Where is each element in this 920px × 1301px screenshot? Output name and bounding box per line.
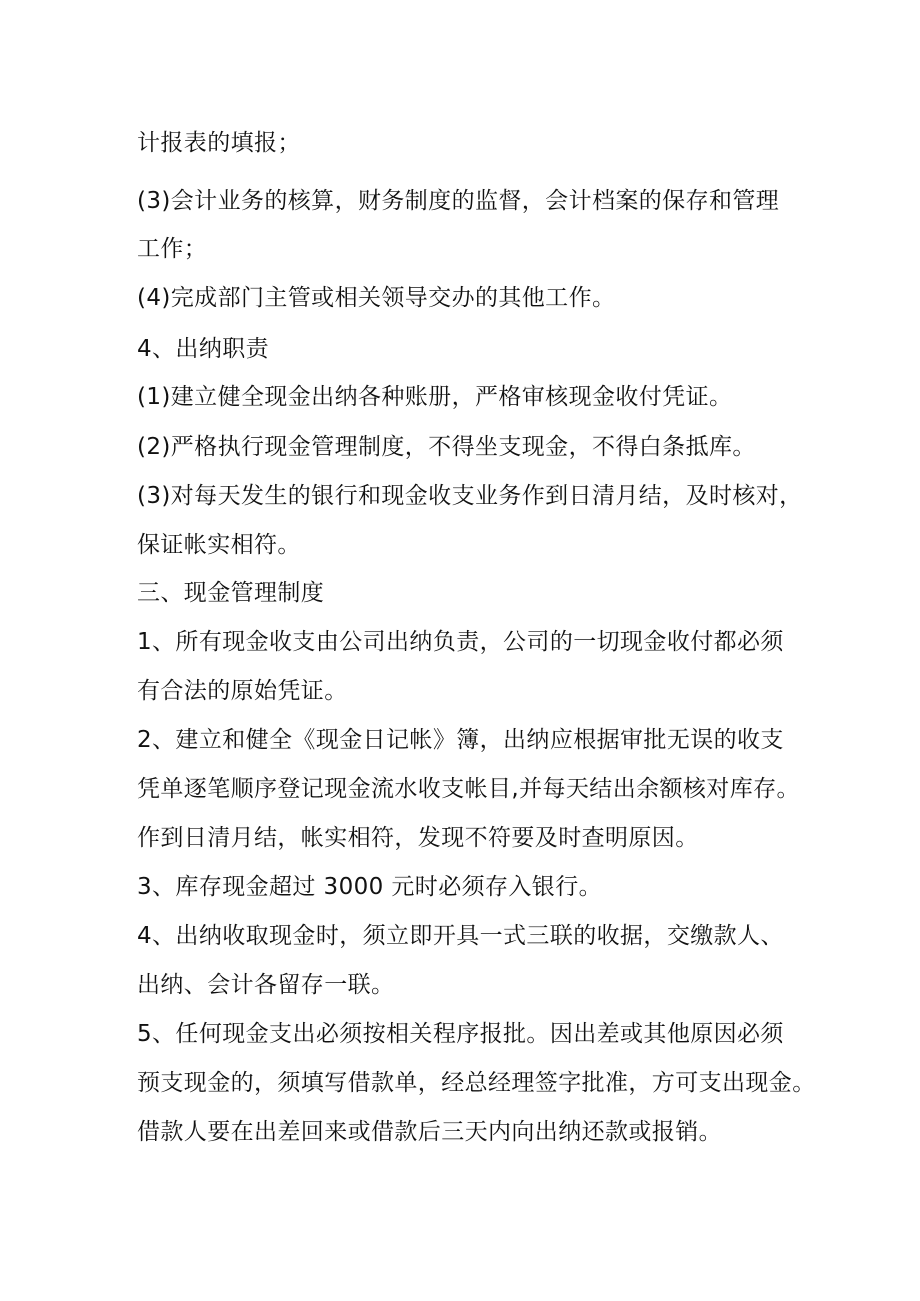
text-line-8: (3)对每天发生的银行和现金收支业务作到日清月结，及时核对， — [137, 483, 803, 509]
text-line-14: 凭单逐笔顺序登记现金流水收支帐目,并每天结出余额核对库存。 — [137, 776, 800, 802]
section-heading-cashier-duties: 4、出纳职责 — [137, 336, 270, 362]
text-line-4: (4)完成部门主管或相关领导交办的其他工作。 — [137, 285, 616, 311]
text-line-2: (3)会计业务的核算，财务制度的监督，会计档案的保存和管理 — [137, 188, 780, 214]
section-heading-cash-management: 三、现金管理制度 — [137, 580, 325, 606]
text-line-18: 出纳、会计各留存一联。 — [137, 972, 395, 998]
text-line-17: 4、出纳收取现金时，须立即开具一式三联的收据，交缴款人、 — [137, 923, 784, 949]
text-line-21: 借款人要在出差回来或借款后三天内向出纳还款或报销。 — [137, 1119, 722, 1145]
text-line-11: 1、所有现金收支由公司出纳负责，公司的一切现金收付都必须 — [137, 629, 784, 655]
text-line-15: 作到日清月结，帐实相符，发现不符要及时查明原因。 — [137, 825, 699, 851]
text-line-19: 5、任何现金支出必须按相关程序报批。因出差或其他原因必须 — [137, 1021, 784, 1047]
text-line-9: 保证帐实相符。 — [137, 532, 301, 558]
text-line-6: (1)建立健全现金出纳各种账册，严格审核现金收付凭证。 — [137, 384, 733, 410]
text-line-12: 有合法的原始凭证。 — [137, 678, 348, 704]
text-line-13: 2、建立和健全《现金日记帐》簿，出纳应根据审批无误的收支 — [137, 727, 784, 753]
text-line-7: (2)严格执行现金管理制度，不得坐支现金，不得白条抵库。 — [137, 434, 756, 460]
text-line-20: 预支现金的，须填写借款单，经总经理签字批准，方可支出现金。 — [137, 1070, 816, 1096]
text-line-3: 工作； — [137, 236, 208, 262]
text-line-16: 3、库存现金超过 3000 元时必须存入银行。 — [137, 874, 602, 900]
text-line-1: 计报表的填报； — [137, 130, 301, 156]
